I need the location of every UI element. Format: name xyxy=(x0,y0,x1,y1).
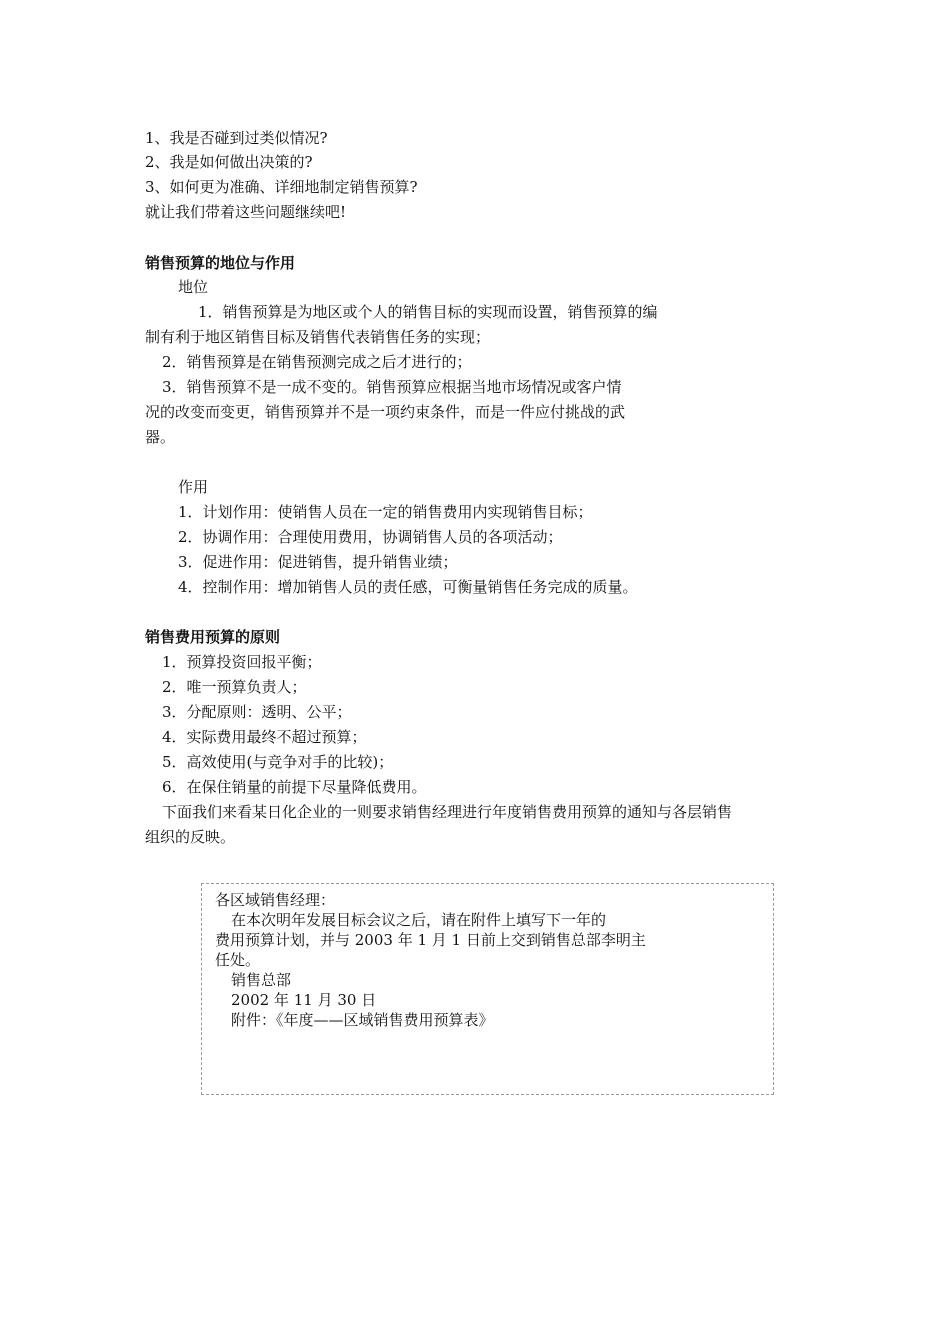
section-title-principles: 销售费用预算的原则 xyxy=(145,628,281,646)
notice-sender: 销售总部 xyxy=(231,971,292,989)
subheading-position: 地位 xyxy=(178,278,209,296)
principle-item: 4．实际费用最终不超过预算； xyxy=(162,728,367,746)
position-line: 3．销售预算不是一成不变的。销售预算应根据当地市场情况或客户情 xyxy=(162,378,622,396)
role-line: 1．计划作用：使销售人员在一定的销售费用内实现销售目标； xyxy=(178,503,593,521)
position-line: 况的改变而变更，销售预算并不是一项约束条件，而是一件应付挑战的武 xyxy=(145,403,626,421)
notice-date: 2002 年 11 月 30 日 xyxy=(231,991,377,1009)
notice-box xyxy=(201,883,774,1095)
position-line: 2．销售预算是在销售预测完成之后才进行的； xyxy=(162,353,472,371)
notice-salutation: 各区域销售经理： xyxy=(215,891,336,909)
notice-body-line: 在本次明年发展目标会议之后，请在附件上填写下一年的 xyxy=(231,911,607,929)
notice-attachment: 附件：《年度——区域销售费用预算表》 xyxy=(231,1011,494,1029)
role-line: 4．控制作用：增加销售人员的责任感，可衡量销售任务完成的质量。 xyxy=(178,578,638,596)
subheading-role: 作用 xyxy=(178,478,209,496)
section-title-budget-role: 销售预算的地位与作用 xyxy=(145,254,296,272)
principle-item: 5．高效使用(与竞争对手的比较)； xyxy=(162,753,394,771)
intro-line: 组织的反映。 xyxy=(145,828,236,846)
question-2: 2、我是如何做出决策的? xyxy=(145,153,313,171)
notice-body-line: 费用预算计划，并与 2003 年 1 月 1 日前上交到销售总部李明主 xyxy=(215,931,646,949)
notice-body-line: 任处。 xyxy=(215,951,261,969)
position-line: 制有利于地区销售目标及销售代表销售任务的实现； xyxy=(145,328,491,346)
position-line: 器。 xyxy=(145,428,176,446)
question-closing: 就让我们带着这些问题继续吧! xyxy=(145,203,347,221)
role-line: 2．协调作用：合理使用费用，协调销售人员的各项活动； xyxy=(178,528,563,546)
question-3: 3、如何更为准确、详细地制定销售预算? xyxy=(145,178,418,196)
intro-line: 下面我们来看某日化企业的一则要求销售经理进行年度销售费用预算的通知与各层销售 xyxy=(162,803,733,821)
principle-item: 6．在保住销量的前提下尽量降低费用。 xyxy=(162,778,427,796)
question-1: 1、我是否碰到过类似情况? xyxy=(145,129,328,147)
principle-item: 3．分配原则：透明、公平； xyxy=(162,703,352,721)
principle-item: 2．唯一预算负责人； xyxy=(162,678,307,696)
principle-item: 1．预算投资回报平衡； xyxy=(162,653,322,671)
position-line: 1．销售预算是为地区或个人的销售目标的实现而设置，销售预算的编 xyxy=(198,303,658,321)
role-line: 3．促进作用：促进销售，提升销售业绩； xyxy=(178,553,458,571)
